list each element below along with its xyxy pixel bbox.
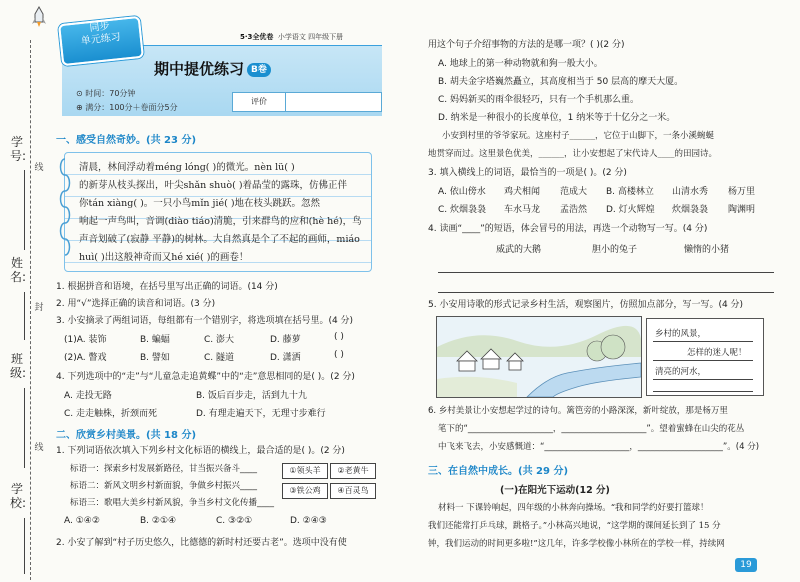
- title-badge: B卷: [247, 63, 271, 77]
- option[interactable]: 鸡犬相闻: [504, 187, 541, 197]
- question-2-4: 4. 读画“____”的短语，体会冒号的用法，再选一个动物写一写。(4 分): [428, 224, 708, 234]
- option[interactable]: B. 饭后百步走，活到九十九: [196, 391, 307, 401]
- passage-line: 你tán xiàng( )。一只小鸟mǐn jié( )地在枝头跳跃。忽然: [79, 198, 321, 209]
- option[interactable]: B. 譬如: [140, 353, 170, 363]
- option[interactable]: B. 胡夫金字塔巍然矗立，其高度相当于 50 层高的摩天大厦。: [438, 77, 684, 87]
- evaluation-box[interactable]: [232, 92, 382, 112]
- question-1-4: 4. 下列选项中的“走”与“儿童急走追黄蝶”中的“走”意思相同的是( )。(2 分): [56, 372, 355, 382]
- reading-passage: [64, 152, 372, 272]
- option[interactable]: D. 灯火辉煌: [606, 205, 655, 215]
- cut-mark: 封: [34, 303, 44, 313]
- word-choice: ④百灵鸟: [330, 483, 376, 499]
- phrase: 胆小的兔子: [592, 245, 638, 255]
- option[interactable]: D. ②④③: [290, 516, 327, 526]
- option[interactable]: D. 纳米是一种很小的长度单位，1 纳米等于十亿分之一米。: [438, 113, 676, 123]
- option[interactable]: 杨万里: [728, 187, 756, 197]
- phrase: 威武的大鹅: [496, 245, 542, 255]
- answer-line[interactable]: [438, 292, 774, 293]
- answer-line[interactable]: [438, 272, 774, 273]
- option[interactable]: 炊烟袅袅: [672, 205, 709, 215]
- option[interactable]: (1)A. 装饰: [64, 335, 107, 345]
- phrase: 懒惰的小猪: [684, 245, 730, 255]
- option[interactable]: D. 有理走遍天下，无理寸步难行: [196, 409, 326, 419]
- note-line: [653, 379, 753, 380]
- poem-line: 清亮的河水，: [655, 367, 707, 377]
- option[interactable]: 车水马龙: [504, 205, 541, 215]
- option[interactable]: 孟浩然: [560, 205, 588, 215]
- cut-mark: 线: [34, 443, 44, 453]
- question-2-6-line: 中飞来飞去，小安感慨道：“____________________，____________________”。(4 分): [438, 442, 760, 452]
- class-label: 班级:: [10, 352, 27, 380]
- passage-line: 响起一声鸟叫，音调(diào tiáo)清脆，引来群鸟的应和(hè hé)，鸟: [79, 216, 362, 227]
- student-id-line[interactable]: [24, 170, 25, 250]
- unit-practice-tag: 同步 单元练习: [58, 16, 144, 66]
- option[interactable]: D. 潇洒: [270, 353, 301, 363]
- option[interactable]: C. ③②①: [216, 516, 253, 526]
- school-line[interactable]: [24, 518, 25, 574]
- option[interactable]: B. 高楼林立: [606, 187, 654, 197]
- time-limit: ⊙ 时间：70分钟: [76, 89, 136, 98]
- material-text: 钟，我们运动的时间更多啦!”这几年，许多学校像小林所在的学校一样，持续网: [428, 539, 725, 549]
- slogan: 标语二：新风文明乡村新面貌，争做乡村振兴____: [70, 481, 258, 491]
- student-id-label: 学号:: [10, 135, 27, 163]
- poem-note: [646, 318, 764, 396]
- page-title: 期中提优练习 B卷: [154, 58, 271, 79]
- material-text: 我们还能常打乒乓球，跳格子。”小林高兴地说，“这学期的课间延长到了 15 分: [428, 521, 721, 531]
- passage-line: 声音划破了(寂静 平静)的树林。大自然真是个了不起的画师，miáo: [79, 234, 360, 245]
- passage-line: huì( )出这般神奇而又hé xié( )的画卷！: [79, 252, 249, 263]
- answer-bracket[interactable]: ( ): [334, 332, 344, 342]
- option[interactable]: C. 炊烟袅袅: [438, 205, 487, 215]
- passage-line: 的新芽从枝头探出，叶尖shǎn shuò( )着晶莹的露珠，仿佛正伴: [79, 180, 348, 191]
- page-number: 19: [735, 558, 757, 572]
- option[interactable]: C. 走走触株，折颈而死: [64, 409, 158, 419]
- name-label: 姓名:: [10, 256, 27, 284]
- option[interactable]: 范成大: [560, 187, 588, 197]
- school-label: 学校:: [10, 482, 27, 510]
- question-1-2: 2. 用“√”选择正确的读音和词语。(3 分): [56, 299, 216, 309]
- option[interactable]: C. 妈妈新买的雨伞很轻巧，只有一个手机那么重。: [438, 95, 640, 105]
- option[interactable]: B. 蝙蝠: [140, 335, 170, 345]
- section-3-title: 三、在自然中成长。(共 29 分): [428, 466, 569, 477]
- question-1-3: 3. 小安摘录了两组词语，每组都有一个错别字，将选项填在括号里。(4 分): [56, 316, 354, 326]
- option[interactable]: C. 隧道: [204, 353, 235, 363]
- word-choice: ②老黄牛: [330, 463, 376, 479]
- section-1-title: 一、感受自然奇妙。(共 23 分): [56, 135, 197, 146]
- slogan: 标语一：探索乡村发展新路径，甘当振兴备斗____: [70, 464, 258, 474]
- full-score: ⊕ 满分：100分＋卷面分5分: [76, 103, 178, 112]
- right-page: [400, 0, 800, 582]
- option[interactable]: A. ①④②: [64, 516, 100, 526]
- context-text: 地贯穿而过。这里景色优美，______，让小安想起了宋代诗人____的田园诗。: [428, 149, 718, 159]
- cut-line: [30, 40, 31, 580]
- question-2-3: 3. 填入横线上的词语，最恰当的一项是( )。(2 分): [428, 168, 627, 178]
- question-1-1: 1. 根据拼音和语境，在括号里写出正确的词语。(14 分): [56, 282, 278, 292]
- option[interactable]: D. 藤萝: [270, 335, 301, 345]
- clip-icon: [59, 155, 71, 267]
- village-picture: [436, 316, 642, 398]
- answer-line[interactable]: [653, 391, 753, 392]
- poem-line: 乡村的风景，: [655, 329, 707, 339]
- slogan: 标语三：歌唱大美乡村新风貌，争当乡村文化传播____: [70, 498, 275, 508]
- class-line[interactable]: [24, 388, 25, 468]
- option[interactable]: B. ②①④: [140, 516, 177, 526]
- passage-line: 清晨，林间浮动着méng lóng( )的微光。nèn lü( ): [79, 162, 295, 173]
- question-2-2: 2. 小安了解到“村子历史悠久，比德德的新时村还要古老”。选项中没有使: [56, 538, 347, 548]
- binding-gutter: [0, 0, 46, 582]
- material-text: 材料一 下课铃响起，四年级的小林奔向操场。“我和同学约好要打篮球！: [438, 503, 709, 513]
- name-line[interactable]: [24, 292, 25, 340]
- option[interactable]: A. 地球上的第一种动物就和狗一般大小。: [438, 59, 603, 69]
- poem-line: 怎样的迷人呢！: [687, 348, 747, 358]
- word-choice: ③铁公鸡: [282, 483, 328, 499]
- option[interactable]: 陶渊明: [728, 205, 756, 215]
- question-2-5: 5. 小安用诗歌的形式记录乡村生活，观察图片，仿照加点部分，写一写。(4 分): [428, 300, 744, 310]
- section-2-title: 二、欣赏乡村美景。(共 18 分): [56, 430, 197, 441]
- series-label: 5·3全优卷 小学语文 四年级下册: [240, 33, 344, 41]
- option[interactable]: A. 走投无路: [64, 391, 112, 401]
- answer-bracket[interactable]: ( ): [334, 350, 344, 360]
- option[interactable]: (2)A. 瞥戏: [64, 353, 107, 363]
- evaluation-label: 评价: [233, 93, 286, 111]
- note-line: [653, 360, 753, 361]
- question-2-6: 6. 乡村美景让小安想起学过的诗句。篱笆旁的小路深深，新叶绽放，那是杨万里: [428, 406, 728, 416]
- option[interactable]: A. 依山傍水: [438, 187, 486, 197]
- rocket-icon: [32, 6, 46, 28]
- question-2-2-cont: 用这个句子介绍事物的方法的是哪一项？( )(2 分): [428, 40, 625, 50]
- subsection-title: (一)在阳光下运动(12 分): [500, 485, 610, 496]
- word-choice: ①领头羊: [282, 463, 328, 479]
- question-2-1: 1. 下列词语依次填入下列乡村文化标语的横线上，最合适的是( )。(2 分): [56, 446, 345, 456]
- context-text: 小安到村里的爷爷家玩。这座村子______，它位于山脚下，一条小溪蜿蜒: [442, 131, 715, 141]
- note-line: [653, 341, 753, 342]
- cut-mark: 线: [34, 163, 44, 173]
- question-2-6-line: 笔下的“____________________，____________________”。望着蜜蜂在山尖的花丛: [438, 424, 745, 434]
- option[interactable]: C. 澎大: [204, 335, 235, 345]
- evaluation-field[interactable]: [286, 93, 381, 111]
- option[interactable]: 山清水秀: [672, 187, 709, 197]
